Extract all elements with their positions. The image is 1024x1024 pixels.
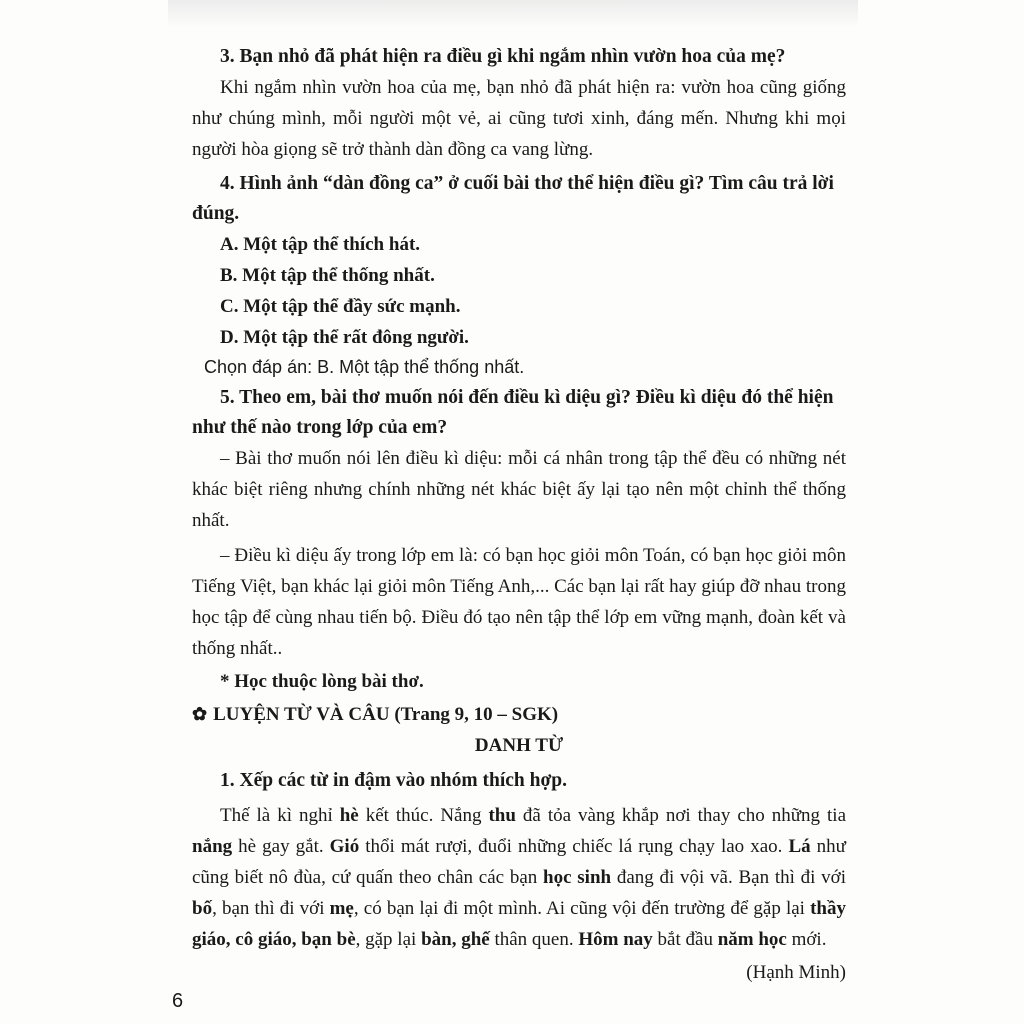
bold-noun: năm học — [717, 929, 787, 950]
answer-3: Khi ngắm nhìn vườn hoa của mẹ, bạn nhỏ đã phát hiện ra: vườn hoa cũng giống như chúng mình, mỗi người một vẻ, ai cũng tươi xinh, đáng mến. Nhưng khi mọi người hòa giọng sẽ trở thành dàn đồng ca vang lừng. — [192, 77, 846, 160]
bold-noun: nắng — [192, 836, 233, 857]
passage-text: như cũng biết nô đùa, cứ quấn theo chân các bạn — [192, 836, 846, 888]
section-heading — [192, 699, 846, 730]
passage-text: mới. — [786, 929, 827, 950]
bold-noun: mẹ — [329, 898, 354, 919]
bold-noun: Gió — [329, 836, 360, 857]
option-b: B. Một tập thể thống nhất. — [220, 265, 435, 286]
bold-noun: Lá — [788, 836, 811, 857]
option-c: C. Một tập thể đầy sức mạnh. — [220, 296, 461, 317]
passage-text: , bạn thì đi với — [212, 898, 330, 919]
memorize-note: * Học thuộc lòng bài thơ. — [220, 671, 424, 692]
bold-noun: hè — [339, 805, 359, 826]
passage-text: , gặp lại — [355, 929, 422, 950]
passage-text: Thế là kì nghỉ — [220, 805, 340, 826]
question-5: 5. Theo em, bài thơ muốn nói đến điều kì diệu gì? Điều kì diệu đó thể hiện như thế nào trong lớp của em? — [192, 387, 834, 438]
page-content — [192, 42, 846, 989]
passage-text: kết thúc. Nắng — [358, 805, 489, 826]
bold-noun: thầy giáo, cô giáo, bạn bè — [192, 898, 846, 950]
bold-noun: thu — [488, 805, 516, 826]
exercise-passage — [192, 800, 846, 955]
page-number: 6 — [172, 990, 184, 1012]
passage-text: đã tỏa vàng khắp nơi thay cho những tia — [515, 805, 847, 826]
bold-noun: bàn, ghế — [421, 929, 490, 950]
bold-noun: Hôm nay — [578, 929, 653, 950]
question-4: 4. Hình ảnh “dàn đồng ca” ở cuối bài thơ thể hiện điều gì? Tìm câu trả lời đúng. — [192, 173, 834, 224]
answer-4: Chọn đáp án: B. Một tập thể thống nhất. — [204, 357, 525, 377]
passage-text: thân quen. — [489, 929, 579, 950]
option-d: D. Một tập thể rất đông người. — [220, 327, 469, 348]
answer-5-part-2: – Điều kì diệu ấy trong lớp em là: có bạn học giỏi môn Toán, có bạn học giỏi môn Tiếng Việt, bạn khác lại giỏi môn Tiếng Anh,... Các bạn lại rất hay giúp đỡ nhau trong học tập để cùng nhau tiến bộ. Điều đó tạo nên tập thể lớp em vững mạnh, đoàn kết và thống nhất.. — [192, 545, 846, 659]
scan-shadow — [168, 0, 858, 28]
passage-text: thổi mát rượi, đuổi những chiếc lá rụng chạy lao xao. — [359, 836, 789, 857]
exercise-1-question: 1. Xếp các từ in đậm vào nhóm thích hợp. — [220, 770, 567, 791]
passage-text: hè gay gắt. — [232, 836, 330, 857]
flower-icon: ✿ — [192, 704, 208, 724]
option-a: A. Một tập thể thích hát. — [220, 234, 421, 255]
passage-text: đang đi vội vã. Bạn thì đi với — [611, 867, 846, 888]
bold-noun: học sinh — [543, 867, 612, 888]
passage-text: , có bạn lại đi một mình. Ai cũng vội đến trường để gặp lại — [353, 898, 811, 919]
question-3: 3. Bạn nhỏ đã phát hiện ra điều gì khi ngắm nhìn vườn hoa của mẹ? — [220, 46, 786, 67]
passage-author: (Hạnh Minh) — [746, 962, 846, 983]
bold-noun: bố — [192, 898, 213, 919]
passage-text: bắt đầu — [652, 929, 718, 950]
section-title: LUYỆN TỪ VÀ CÂU (Trang 9, 10 – SGK) — [213, 704, 559, 725]
answer-5-part-1: – Bài thơ muốn nói lên điều kì diệu: mỗi cá nhân trong tập thể đều có những nét khác biệt riêng nhưng chính những nét khác biệt ấy lại tạo nên một chỉnh thể thống nhất. — [192, 448, 846, 531]
section-subtitle: DANH TỪ — [474, 735, 564, 756]
